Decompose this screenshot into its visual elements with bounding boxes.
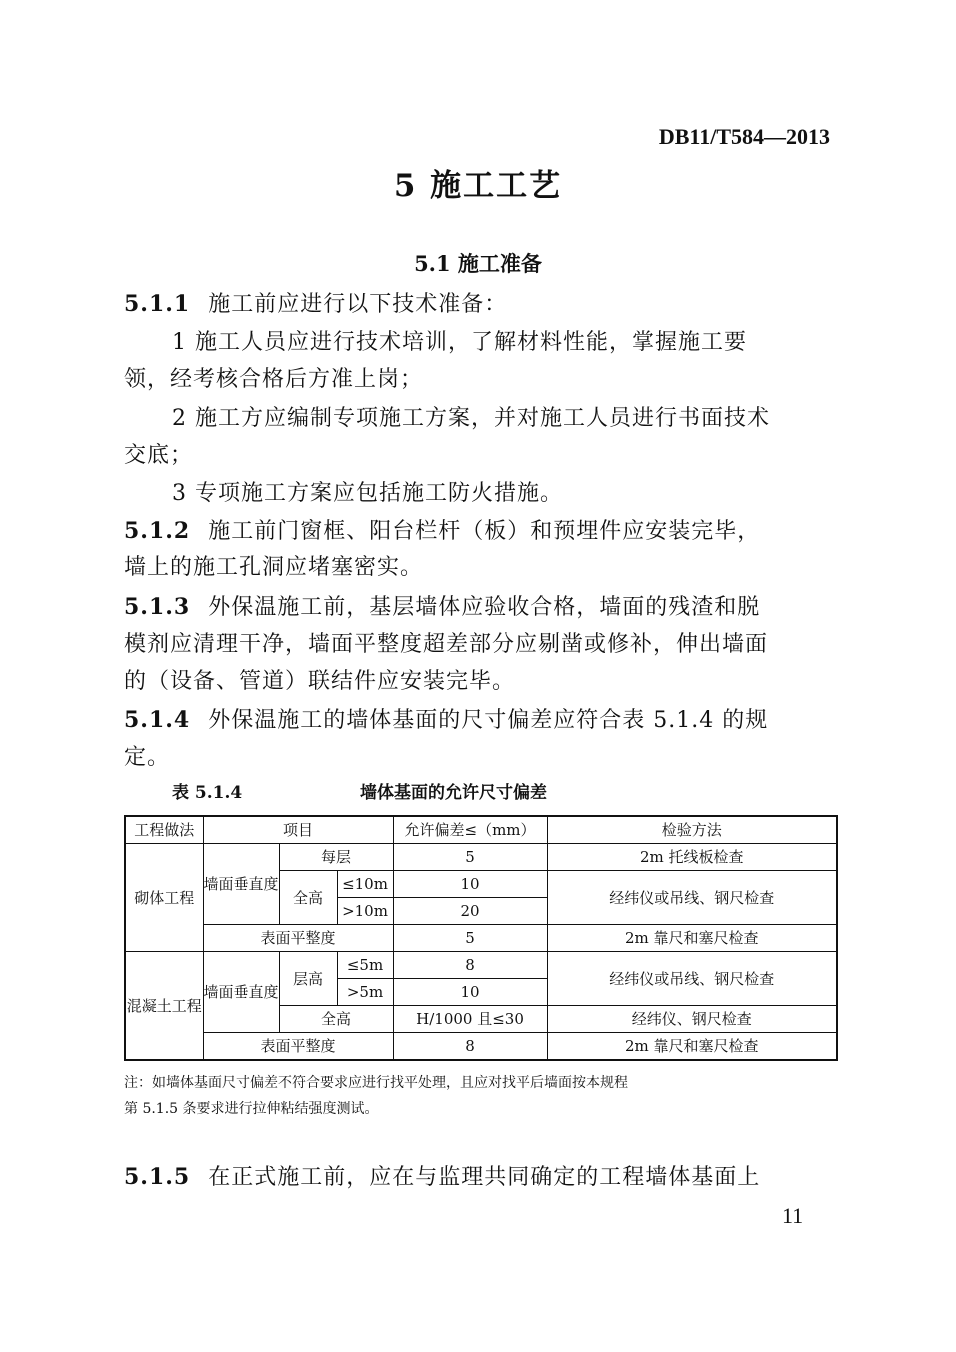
concrete-flatness-label: 表面平整度 bbox=[203, 1033, 393, 1061]
tolerance-table bbox=[124, 815, 838, 1061]
clause-5-1-2-line2: 墙上的施工孔洞应堵塞密实。 bbox=[124, 555, 424, 580]
list-item-1-line2: 领，经考核合格后方准上岗； bbox=[124, 367, 424, 392]
le5-value: 8 bbox=[393, 952, 547, 979]
floor-height-label: 层高 bbox=[279, 952, 337, 1006]
clause-text: 施工前门窗框、阳台栏杆（板）和预埋件应安装完毕， bbox=[208, 519, 761, 544]
clause-number: 5.1.5 bbox=[124, 1164, 191, 1190]
section-title: 5.1 施工准备 bbox=[414, 251, 542, 276]
list-item-2-line2: 交底； bbox=[124, 443, 194, 468]
header-item: 项目 bbox=[203, 816, 393, 844]
header-check: 检验方法 bbox=[547, 816, 837, 844]
list-item-1-line1: 1 施工人员应进行技术培训，了解材料性能，掌握施工要 bbox=[172, 330, 747, 355]
page-number: 11 bbox=[782, 1203, 804, 1228]
per-floor-label: 每层 bbox=[279, 844, 393, 871]
concrete-full-height-value: H/1000 且≤30 bbox=[393, 1006, 547, 1033]
gt5-label: >5m bbox=[337, 979, 393, 1006]
document-code: DB11/T584—2013 bbox=[658, 124, 830, 149]
header-tolerance: 允许偏差≤（mm） bbox=[393, 816, 547, 844]
table-note-line2: 第 5.1.5 条要求进行拉伸粘结强度测试。 bbox=[124, 1101, 379, 1117]
gt10-value: 20 bbox=[393, 898, 547, 925]
chapter-title: 5 施工工艺 bbox=[393, 168, 563, 204]
clause-text: 施工前应进行以下技术准备： bbox=[208, 292, 508, 317]
clause-5-1-3-line2: 模剂应清理干净，墙面平整度超差部分应剔凿或修补，伸出墙面 bbox=[124, 632, 769, 657]
table-note-line1: 注：如墙体基面尺寸偏差不符合要求应进行找平处理，且应对找平后墙面按本规程 bbox=[124, 1075, 628, 1091]
concrete-full-height-label: 全高 bbox=[279, 1006, 393, 1033]
per-floor-value: 5 bbox=[393, 844, 547, 871]
masonry-flatness-check: 2m 靠尺和塞尺检查 bbox=[547, 925, 837, 952]
clause-5-1-4-line2: 定。 bbox=[124, 745, 171, 770]
header-method: 工程做法 bbox=[125, 816, 203, 844]
le10-value: 10 bbox=[393, 871, 547, 898]
clause-number: 5.1.1 bbox=[124, 291, 191, 317]
clause-5-1-3 bbox=[124, 590, 760, 621]
gt5-value: 10 bbox=[393, 979, 547, 1006]
masonry-label: 砌体工程 bbox=[125, 844, 203, 952]
clause-5-1-1 bbox=[124, 287, 507, 318]
gt10-label: >10m bbox=[337, 898, 393, 925]
concrete-flatness-value: 8 bbox=[393, 1033, 547, 1061]
concrete-label: 混凝土工程 bbox=[125, 952, 203, 1061]
masonry-vertical: 墙面垂直度 bbox=[203, 844, 279, 925]
table-caption-number: 表 5.1.4 bbox=[172, 783, 243, 803]
table-row bbox=[125, 844, 837, 871]
clause-text: 在正式施工前，应在与监理共同确定的工程墙体基面上 bbox=[208, 1165, 761, 1190]
masonry-flatness-label: 表面平整度 bbox=[203, 925, 393, 952]
concrete-vertical: 墙面垂直度 bbox=[203, 952, 279, 1033]
concrete-flatness-check: 2m 靠尺和塞尺检查 bbox=[547, 1033, 837, 1061]
table-caption-title: 墙体基面的允许尺寸偏差 bbox=[360, 783, 547, 803]
list-item-3: 3 专项施工方案应包括施工防火措施。 bbox=[172, 481, 563, 506]
concrete-full-height-check: 经纬仪、钢尺检查 bbox=[547, 1006, 837, 1033]
clause-5-1-5 bbox=[124, 1160, 760, 1191]
clause-5-1-2 bbox=[124, 514, 760, 545]
table-row bbox=[125, 925, 837, 952]
clause-number: 5.1.2 bbox=[124, 518, 191, 544]
clause-number: 5.1.4 bbox=[124, 707, 191, 733]
full-height-label: 全高 bbox=[279, 871, 337, 925]
clause-5-1-4 bbox=[124, 703, 768, 734]
le5-label: ≤5m bbox=[337, 952, 393, 979]
per-floor-check: 2m 托线板检查 bbox=[547, 844, 837, 871]
list-item-2-line1: 2 施工方应编制专项施工方案，并对施工人员进行书面技术 bbox=[172, 406, 770, 431]
clause-text: 外保温施工前，基层墙体应验收合格，墙面的残渣和脱 bbox=[208, 595, 761, 620]
masonry-flatness-value: 5 bbox=[393, 925, 547, 952]
clause-text: 外保温施工的墙体基面的尺寸偏差应符合表 5.1.4 的规 bbox=[208, 708, 769, 733]
le10-label: ≤10m bbox=[337, 871, 393, 898]
table-row bbox=[125, 952, 837, 979]
clause-5-1-3-line3: 的（设备、管道）联结件应安装完毕。 bbox=[124, 669, 516, 694]
clause-number: 5.1.3 bbox=[124, 594, 191, 620]
table-header-row bbox=[125, 816, 837, 844]
floor-height-check: 经纬仪或吊线、钢尺检查 bbox=[547, 952, 837, 1006]
full-height-check: 经纬仪或吊线、钢尺检查 bbox=[547, 871, 837, 925]
table-row bbox=[125, 1033, 837, 1061]
